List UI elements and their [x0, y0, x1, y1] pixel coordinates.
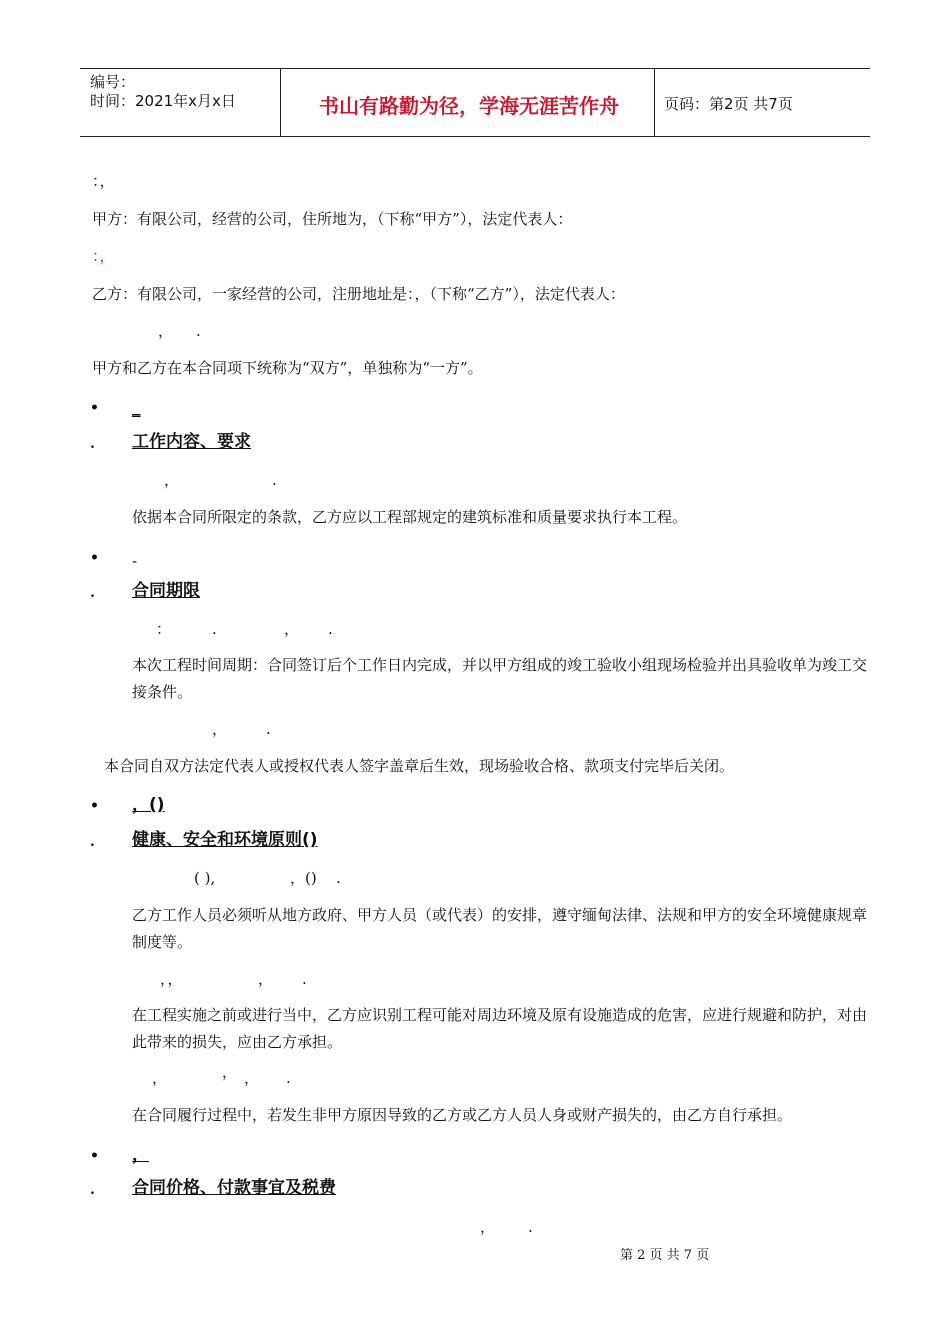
blank-punct: ，， — [160, 970, 183, 988]
blank-punct: ( ), — [194, 869, 216, 887]
blank-line-red: ：， — [92, 247, 115, 265]
section-heading-work-content: 工作内容、要求 — [132, 432, 251, 452]
section-blank-heading: - — [132, 552, 138, 570]
list-bullet: • — [90, 798, 99, 814]
parties-definition-paragraph: 甲方和乙方在本合同项下统称为“双方”，单独称为“一方”。 — [92, 359, 483, 377]
page-footer: 第 2 页 共 7 页 — [620, 1248, 710, 1263]
header-motto: 书山有路勤为径，学海无涯苦作舟 — [319, 94, 619, 118]
document-header — [80, 68, 870, 137]
hse-paragraph-3: 在合同履行过程中，若发生非甲方原因导致的乙方或乙方人员人身或财产损失的，由乙方自行承担。 — [132, 1106, 793, 1124]
blank-punct: ， — [158, 322, 174, 340]
work-content-paragraph: 依据本合同所限定的条款，乙方应以工程部规定的建筑标准和质量要求执行本工程。 — [132, 508, 688, 526]
header-page-number: 页码：第2页 共7页 — [664, 95, 793, 113]
list-bullet: . — [90, 834, 95, 850]
blank-punct: . — [286, 1069, 291, 1087]
list-bullet: . — [90, 436, 95, 452]
hse-paragraph-1: 乙方工作人员必须听从地方政府、甲方人员（或代表）的安排，遵守缅甸法律、法规和甲方的安全环境健康规章制度等。 — [132, 906, 868, 951]
blank-punct: ， — [480, 1218, 496, 1236]
header-meta — [90, 73, 236, 111]
blank-punct: ， — [212, 720, 228, 738]
section-blank-heading: ， — [132, 1145, 149, 1165]
header-divider — [654, 69, 655, 136]
blank-punct: . — [196, 322, 201, 340]
blank-punct: . — [328, 620, 333, 638]
party-a-paragraph: 甲方：有限公司，经营的公司，住所地为，（下称“甲方”），法定代表人： — [92, 210, 573, 228]
document-date-label: 时间：2021年x月x日 — [90, 92, 236, 110]
blank-punct: . — [528, 1218, 533, 1236]
hse-paragraph-2: 在工程实施之前或进行当中，乙方应识别工程可能对周边环境及原有设施造成的危害，应进行规避和防护，对由此带来的损失，应由乙方承担。 — [132, 1006, 868, 1051]
list-bullet: • — [90, 1148, 99, 1164]
list-bullet: . — [90, 1182, 95, 1198]
list-bullet: • — [90, 400, 99, 416]
blank-punct: . — [302, 970, 307, 988]
blank-punct: ， — [244, 1069, 260, 1087]
section-blank-heading: _ — [132, 398, 141, 418]
contract-effective-paragraph: 本合同自双方法定代表人或授权代表人签字盖章后生效，现场验收合格、款项支付完毕后关闭。 — [104, 757, 735, 775]
section-heading-price-payment: 合同价格、付款事宜及税费 — [132, 1178, 336, 1198]
section-heading-contract-term: 合同期限 — [132, 581, 200, 601]
blank-punct: . — [272, 471, 277, 489]
blank-punct: ， — [258, 970, 274, 988]
blank-punct: . — [266, 720, 271, 738]
list-bullet: • — [90, 550, 99, 566]
blank-punct: ， — [284, 620, 300, 638]
section-blank-heading: ，() — [132, 795, 165, 815]
header-divider — [280, 69, 281, 136]
blank-punct: . — [212, 620, 217, 638]
blank-punct: ， — [222, 1063, 238, 1081]
document-number-label: 编号： — [90, 73, 136, 91]
blank-punct: ， — [164, 471, 180, 489]
party-b-paragraph: 乙方：有限公司，一家经营的公司，注册地址是：，（下称“乙方”），法定代表人： — [92, 285, 625, 303]
section-heading-hse: 健康、安全和环境原则() — [132, 830, 318, 850]
blank-line: ：， — [92, 172, 115, 190]
blank-punct: ： — [156, 620, 172, 638]
blank-punct: ， — [152, 1069, 168, 1087]
list-bullet: . — [90, 585, 95, 601]
blank-punct: ，() — [290, 869, 317, 887]
contract-term-paragraph: 本次工程时间周期：合同签订后个工作日内完成，并以甲方组成的竣工验收小组现场检验并出具验收单为竣工交接条件。 — [132, 656, 868, 701]
blank-punct: . — [336, 869, 341, 887]
